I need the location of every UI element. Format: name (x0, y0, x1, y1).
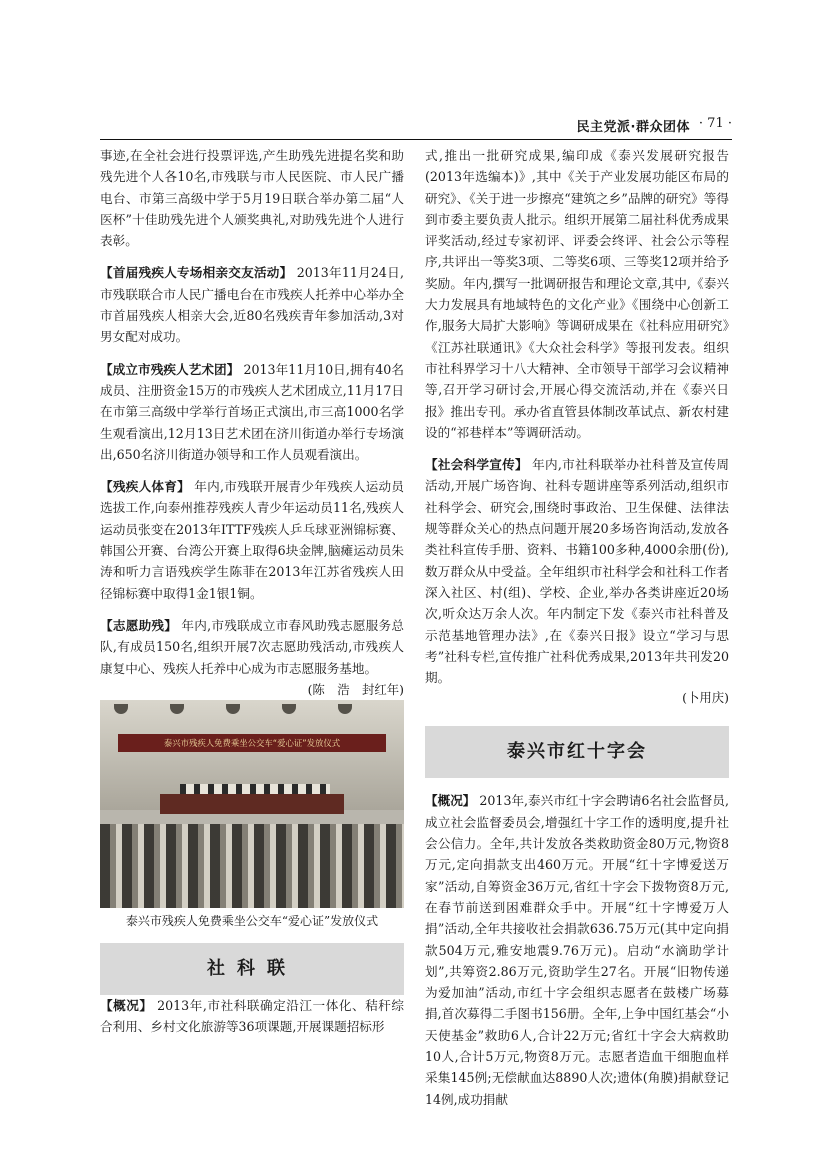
paragraph-text: 年内,市社科联举办社科普及宣传周活动,开展广场咨询、社科专题讲座等系列活动,组织市社科学会、研究会,围绕时事政治、卫生保健、法律法规等群众关心的热点问题开展20多场咨询活动,发放各类社科宣传手册、资料、书籍100多种,4000余册(份),数万群众从中受益。全年组织市社科学会和社科工作者深入社区、村(组)、学校、企业,举办各类讲座近20场次,听众达万余人次。年内制定下发《泰兴市社科普及示范基地管理办法》,在《泰兴日报》设立“学习与思考”社科专栏,宣传推广社科优秀成果,2013年共刊发20期。 (425, 457, 729, 686)
paragraph-heading: 【成立市残疾人艺术团】 (100, 361, 240, 377)
section-heading-box: 泰兴市红十字会 (425, 726, 729, 778)
stage-table (160, 794, 344, 814)
author-signature: (陈 浩 封红年) (307, 681, 404, 697)
paragraph (100, 262, 404, 347)
page-number: · 71 · (698, 116, 732, 131)
photo-banner: 泰兴市残疾人免费乘坐公交车“爱心证”发放仪式 (118, 734, 386, 752)
paragraph-text: 年内,市残联开展青少年残疾人运动员选拔工作,向泰州推荐残疾人青少年运动员11名,残疾人运动员张变在2013年ITTF残疾人乒乓球亚洲锦标赛、韩国公开赛、台湾公开赛上取得6块金牌,脑瘫运动员朱涛和听力言语残疾学生陈菲在2013年江苏省残疾人田径锦标赛中取得1金1银1铜。 (100, 479, 404, 601)
paragraph-text: 2013年11月24日,市残联联合市人民广播电台在市残疾人托养中心举办全市首届残疾人相亲大会,近80名残疾青年参加活动,3对男女配对成功。 (100, 265, 405, 345)
paragraph (100, 995, 404, 1038)
page-header (100, 114, 732, 134)
paragraph-heading: 【志愿助残】 (100, 617, 178, 633)
paragraph-text: 2013年,市社科联确定沿江一体化、秸秆综合利用、乡村文化旅游等36项课题,开展课题招标形 (100, 998, 405, 1035)
paragraph: 事迹,在全社会进行投票评选,产生助残先进提名奖和助残先进个人各10名,市残联与市人民医院、市人民广播电台、市第三高级中学于5月19日联合举办第二届“人医杯”十佳助残先进个人颁奖典礼,对助残先进个人进行表彰。 (100, 148, 404, 249)
paragraph (100, 359, 404, 465)
paragraph (100, 476, 404, 604)
paragraph (425, 454, 729, 688)
paragraph-heading: 【首届残疾人专场相亲交友活动】 (100, 265, 293, 281)
paragraph-text: 2013年11月10日,拥有40名成员、注册资金15万的市残疾人艺术团成立,11月17日在市第三高级中学举行首场正式演出,市三高1000名学生观看演出,12月13日艺术团在济川街道办举行专场演出,650名济川街道办领导和工作人员观看演出。 (100, 361, 404, 462)
section-heading-box: 社科联 (100, 943, 404, 995)
paragraph-text: 2013年,泰兴市红十字会聘请6名社会监督员,成立社会监督委员会,增强红十字工作的透明度,提升社会公信力。全年,共计发放各类救助资金80万元,物资8万元,定向捐款支出460万元。开展“红十字博爱送万家”活动,自筹资金36万元,省红十字会下拨物资8万元,在春节前送到困难群众手中。开展“红十字博爱万人捐”活动,全年共接收社会捐款636.75万元(其中定向捐款504万元,雅安地震9.76万元)。启动“水滴助学计划”,共筹资2.86万元,资助学生27名。开展“旧物传递 为爱加油”活动,市红十字会组织志愿者在鼓楼广场募捐,首次募得二手图书156册。全年,上争中国红基会“小天使基金”救助6人,合计22万元;省红十字会大病救助10人,合计5万元,物资8万元。志愿者造血干细胞血样采集145例;无偿献血达8890人次;遗体(角膜)捐献登记14例,成功捐献 (425, 793, 742, 1107)
section-title: 民主党派·群众团体 (576, 120, 690, 135)
photo-caption: 泰兴市残疾人免费乘坐公交车“爱心证”发放仪式 (125, 914, 379, 929)
right-column (425, 145, 742, 1110)
paragraph (100, 615, 404, 697)
paragraph-heading: 【概况】 (100, 998, 153, 1014)
paragraph-heading: 【社会科学宣传】 (425, 457, 528, 473)
paragraph: 式,推出一批研究成果,编印成《泰兴发展研究报告(2013年选编本)》,其中《关于产业发展功能区布局的研究》、《关于进一步擦亮“建筑之乡”品牌的研究》等得到市委主要负责人批示。组织开展第二届社科优秀成果评奖活动,经过专家初评、评委会终评、社会公示等程序,共评出一等奖3项、二等奖6项、三等奖12项并给予奖励。年内,撰写一批调研报告和理论文章,其中,《泰兴大力发展具有地域特色的文化产业》《围绕中心创新工作,服务大局扩大影响》等调研成果在《社科应用研究》《江苏社联通讯》《大众社会科学》等报刊发表。组织市社科界学习十八大精神、全市领导干部学习会议精神等,召开学习研讨会,开展心得交流活动,并在《泰兴日报》推出专刊。承办省直管县体制改革试点、新农村建设的“祁巷样本”等调研活动。 (425, 148, 729, 440)
author-signature: (卜用庆) (682, 690, 729, 706)
paragraph-text: 年内,市残联成立市春风助残志愿服务总队,有成员150名,组织开展7次志愿助残活动,市残疾人康复中心、残疾人托养中心成为市志愿服务基地。 (100, 617, 404, 676)
ceremony-photo (100, 700, 404, 908)
header-rule (100, 139, 732, 140)
audience (100, 824, 404, 908)
paragraph-heading: 【残疾人体育】 (100, 479, 190, 495)
paragraph-heading: 【概况】 (425, 793, 476, 809)
paragraph (425, 790, 742, 1109)
left-column (100, 145, 404, 1038)
